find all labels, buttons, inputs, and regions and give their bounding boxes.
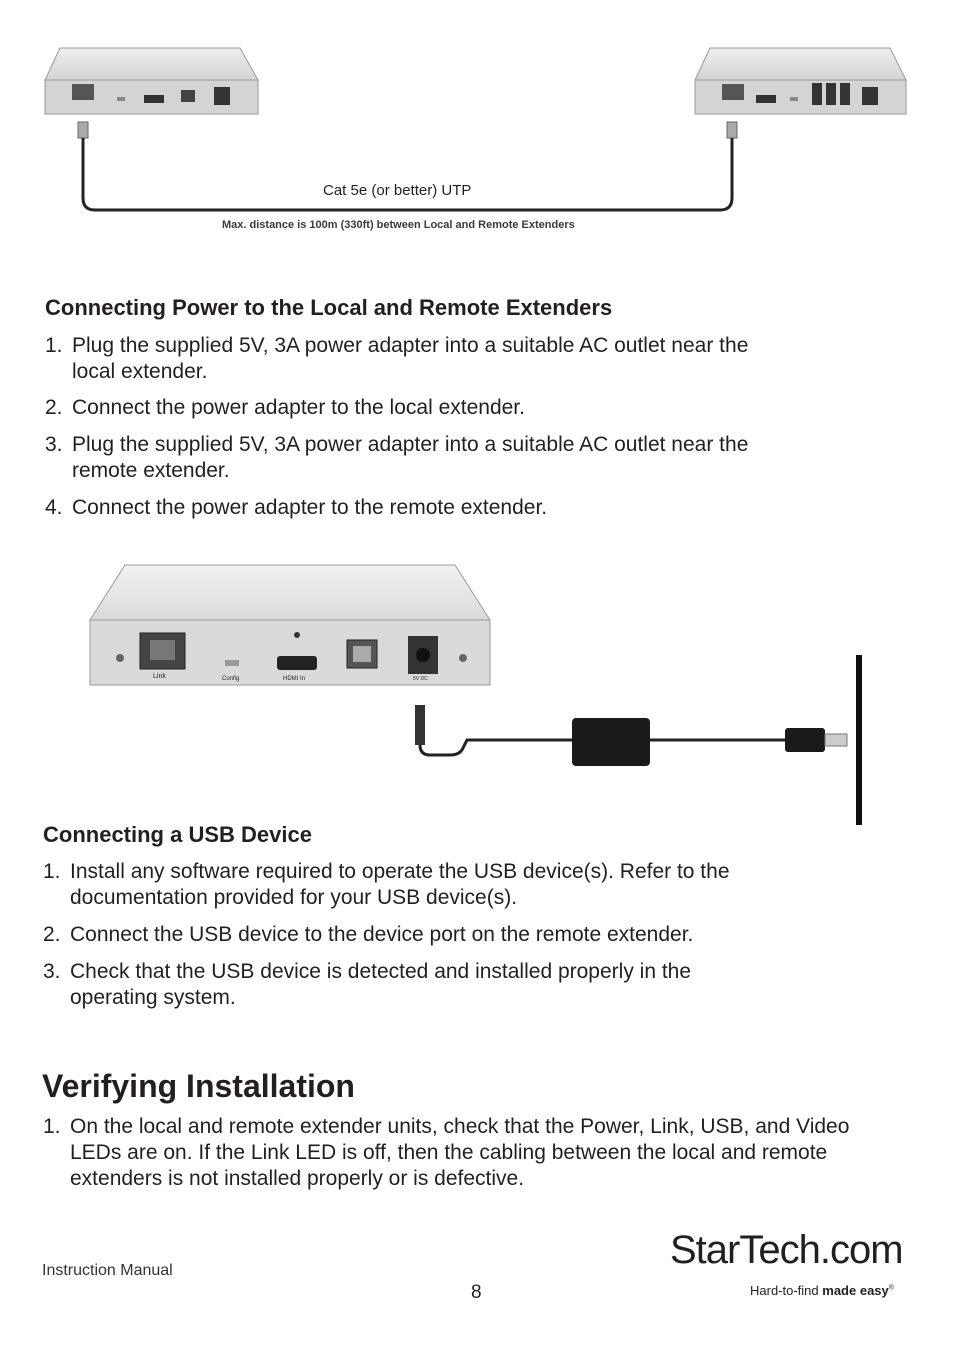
item-text: Plug the supplied 5V, 3A power adapter into a suitable AC outlet near the [72, 433, 749, 456]
port-label-config: Config [222, 676, 240, 682]
page-number: 8 [471, 1282, 482, 1303]
item-text: Install any software required to operate the USB device(s). Refer to the [70, 860, 730, 883]
logo-tagline [750, 1283, 894, 1298]
distance-note: Max. distance is 100m (330ft) between Local and Remote Extenders [222, 219, 575, 231]
item-number: 1. [43, 860, 61, 883]
item-text: Connect the USB device to the device port on the remote extender. [70, 923, 694, 946]
item-text: Connect the power adapter to the local extender. [72, 396, 525, 419]
item-number: 3. [45, 433, 63, 456]
port-label-hdmi: HDMI In [283, 676, 306, 682]
tagline-plain: Hard-to-find [750, 1283, 819, 1298]
item-text: Plug the supplied 5V, 3A power adapter into a suitable AC outlet near the [72, 334, 749, 357]
list-item [45, 395, 845, 421]
tagline-mark: ® [888, 1284, 894, 1292]
extender-connection-diagram [40, 40, 920, 240]
tagline-bold: made easy [822, 1283, 889, 1298]
port-label-power: 5V DC [413, 676, 428, 682]
item-number: 3. [43, 960, 61, 983]
item-text-cont: operating system. [70, 986, 236, 1009]
list-item [45, 333, 845, 385]
manual-label: Instruction Manual [42, 1262, 173, 1279]
cable-label: Cat 5e (or better) UTP [323, 182, 472, 199]
list-item [43, 1114, 913, 1192]
logo-text: StarTech.com [670, 1228, 903, 1272]
item-number: 2. [45, 396, 63, 419]
port-label-link: Link [153, 673, 166, 680]
item-text-cont: extenders is not installed properly or is defective. [70, 1167, 525, 1190]
usb-section-heading: Connecting a USB Device [43, 822, 312, 847]
item-number: 4. [45, 496, 63, 519]
item-text-cont: documentation provided for your USB device(s). [70, 886, 518, 909]
item-text: Connect the power adapter to the remote extender. [72, 496, 548, 519]
item-text: Check that the USB device is detected and installed properly in the [70, 960, 692, 983]
item-number: 1. [45, 334, 63, 357]
item-number: 1. [43, 1115, 61, 1138]
list-item [45, 432, 845, 484]
item-number: 2. [43, 923, 61, 946]
list-item [43, 922, 843, 948]
list-item [43, 859, 843, 911]
power-section-heading: Connecting Power to the Local and Remote Extenders [45, 295, 613, 320]
startech-logo [670, 1228, 920, 1308]
list-item [43, 959, 843, 1011]
power-adapter-diagram [85, 560, 875, 830]
list-item [45, 495, 845, 521]
item-text-cont: local extender. [72, 360, 208, 383]
item-text-cont: LEDs are on. If the Link LED is off, then the cabling between the local and remote [70, 1141, 828, 1164]
item-text: On the local and remote extender units, check that the Power, Link, USB, and Video [70, 1115, 850, 1138]
item-text-cont: remote extender. [72, 459, 230, 482]
verify-section-heading: Verifying Installation [42, 1068, 355, 1104]
